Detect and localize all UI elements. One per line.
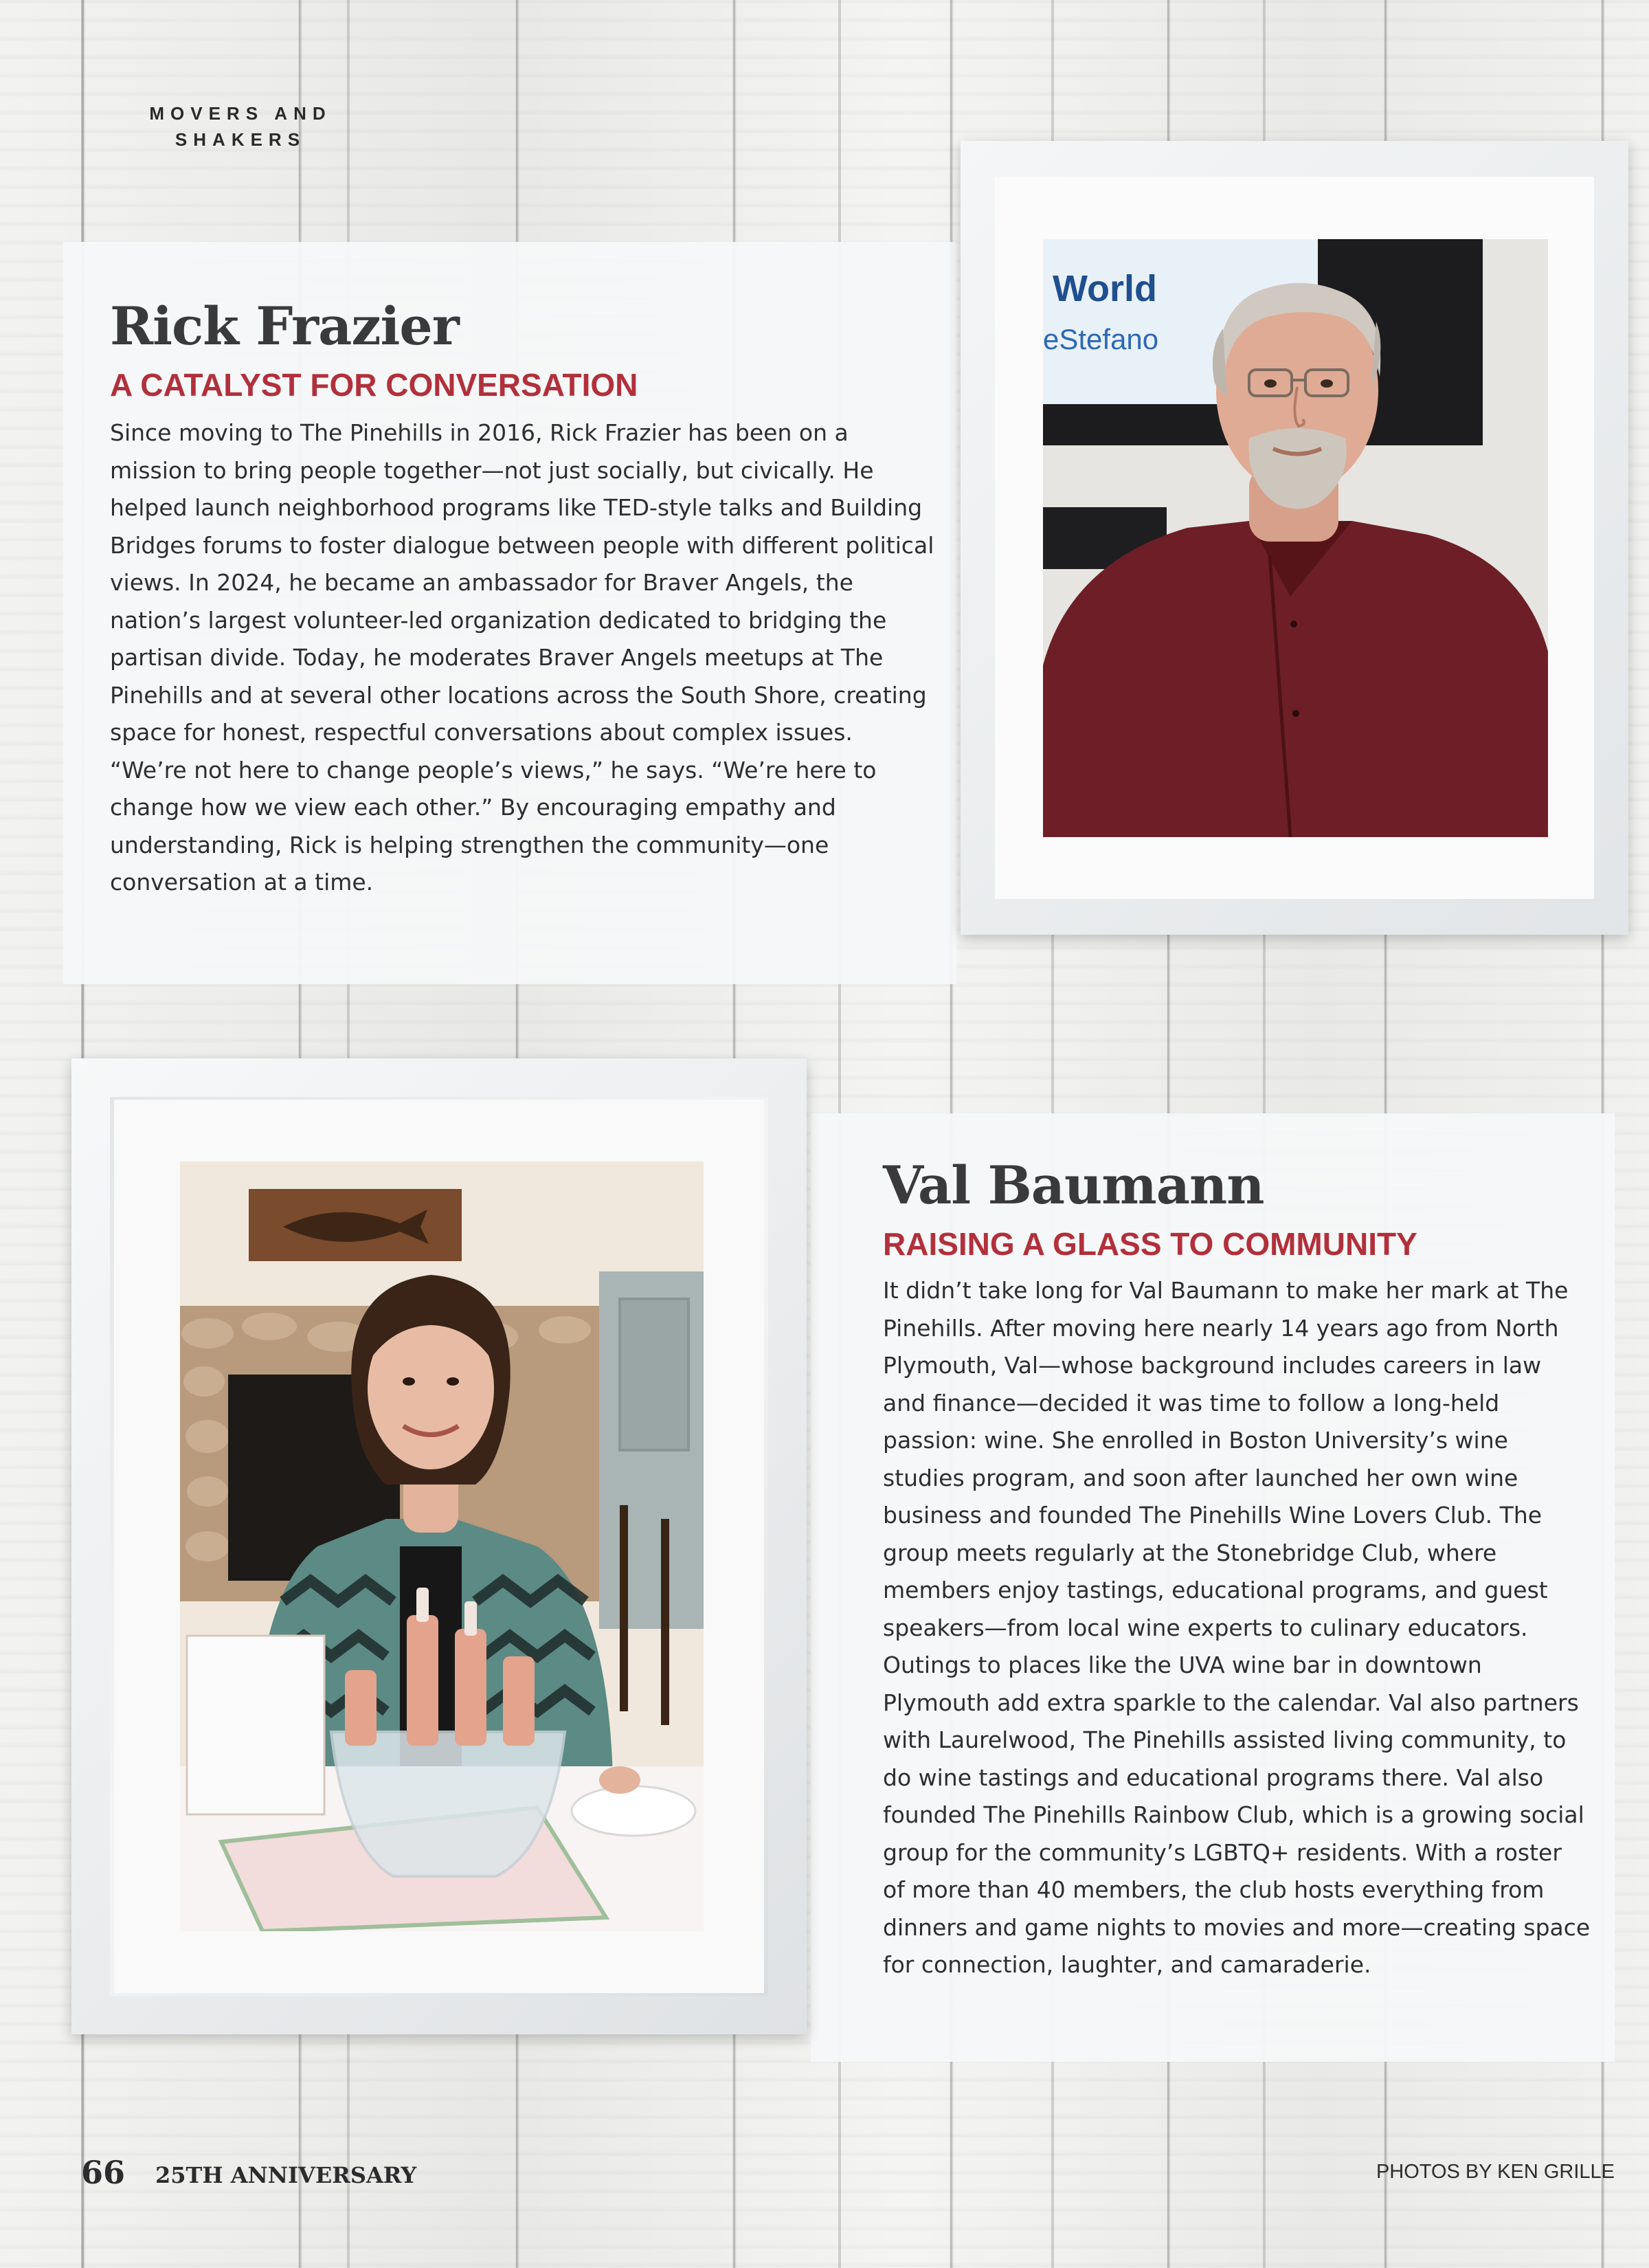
photo-frame-val <box>71 1058 807 2034</box>
profile-body: Since moving to The Pinehills in 2016, Rick Frazier has been on a mission to bring people together—not just socially, but civically. He helped launch neighborhood programs like TED-style talks and Building Bridges forums to foster dialogue between people with different political views. In 2024, he became an ambassador for Braver Angels, the nation’s largest volunteer-led organization dedicated to bridging the partisan divide. Today, he moderates Braver Angels meetups at The Pinehills and at several other locations across the South Shore, creating space for honest, respectful conversations about complex issues. “We’re not here to change people’s views,” he says. “We’re here to change how we view each other.” By encouraging empathy and understanding, Rick is helping strengthen the community—one conversation at a time. <box>110 419 934 896</box>
portrait-photo-val <box>180 1161 704 1931</box>
tv-screen-text: eStefano <box>1043 323 1159 355</box>
article-val <box>883 1155 1591 1984</box>
section-kicker: MOVERS AND SHAKERS <box>149 103 332 150</box>
portrait-illustration <box>1043 239 1548 837</box>
profile-tagline: RAISING A GLASS TO COMMUNITY <box>883 1226 1417 1262</box>
tv-screen-text: World <box>1053 268 1157 309</box>
portrait-illustration <box>180 1161 704 1931</box>
portrait-photo-rick <box>1043 239 1548 837</box>
publication-name: 25TH ANNIVERSARY <box>155 2162 417 2188</box>
photo-frame-rick <box>961 141 1628 935</box>
profile-body: It didn’t take long for Val Baumann to make her mark at The Pinehills. After moving here nearly 14 years ago from North Plymouth, Val—whose background includes careers in law and finance—decided it was time to follow a long-held passion: wine. She enrolled in Boston University’s wine studies program, and soon after launched her own wine business and founded The Pinehills Wine Lovers Club. The group meets regularly at the Stonebridge Club, where members enjoy tastings, educational programs, and guest speakers—from local wine experts to culinary educators. Outings to places like the UVA wine bar in downtown Plymouth add extra sparkle to the calendar. Val also partners with Laurelwood, The Pinehills assisted living community, to do wine tastings and educational programs there. Val also founded The Pinehills Rainbow Club, which is a growing social group for the community’s LGBTQ+ residents. With a roster of more than 40 members, the club hosts everything from dinners and game nights to movies and more—creating space for connection, laughter, and camaraderie. <box>883 1277 1591 1978</box>
profile-name: Rick Frazier <box>110 296 459 357</box>
article-rick <box>110 296 934 902</box>
profile-name: Val Baumann <box>883 1155 1264 1216</box>
photo-credit: PHOTOS BY KEN GRILLE <box>1376 2161 1615 2183</box>
profile-tagline: A CATALYST FOR CONVERSATION <box>110 367 638 403</box>
page-number: 66 <box>81 2154 126 2191</box>
